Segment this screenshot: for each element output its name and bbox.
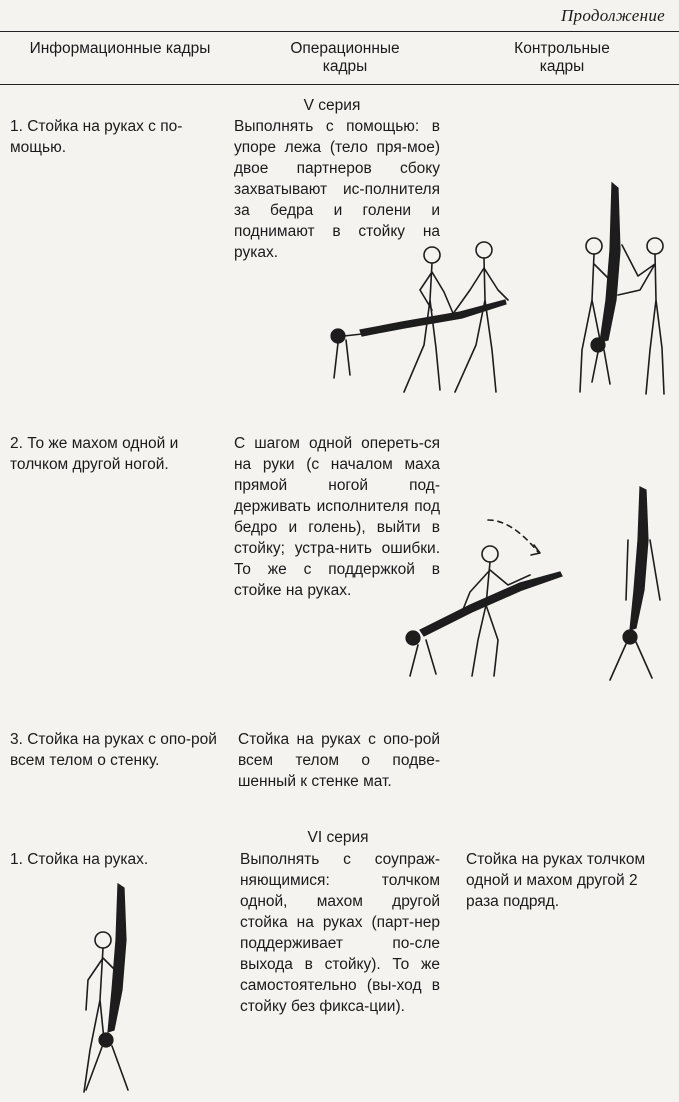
series-title-v: V серия bbox=[303, 97, 361, 114]
column-header-operational: Операционные кадры bbox=[290, 40, 400, 75]
control-text-vi1: Стойка на руках толчком одной и махом другой 2 раза подряд. bbox=[466, 851, 646, 910]
assisted-lift-illustration bbox=[331, 242, 508, 392]
operation-text-vi1: Выполнять с соупраж-няющимися: толчком одной, махом другой стойка на руках (парт-нер поддерживает по-сле выхода в стойку). То же самостоятельно (вы-ход в стойку без фикса-ции). bbox=[240, 851, 440, 1015]
info-text-v3: 3. Стойка на руках с опо-рой всем телом о стенку. bbox=[10, 731, 217, 769]
info-text-v2: 2. То же махом одной и толчком другой ногой. bbox=[10, 435, 179, 473]
continuation-label: Продолжение bbox=[560, 6, 665, 25]
operation-text-v1: Выполнять с помощью: в упоре лежа (тело пря-мое) двое партнеров сбоку захватывают ис-полнителя за бедра и голени и поднимают в стойку на руках. bbox=[234, 118, 440, 261]
column-header-info: Информационные кадры bbox=[29, 40, 211, 57]
handstand-illustration-v2 bbox=[610, 487, 660, 680]
assisted-handstand-illustration bbox=[580, 183, 664, 394]
operation-text-v2: С шагом одной опереть-ся на руки (с началом маха прямой ногой под-держивать исполнителя под бедро и голень), выйти в стойку; устра-нить ошибки. То же с поддержкой в стойке на руках. bbox=[234, 435, 440, 599]
operation-text-v3: Стойка на руках с опо-рой всем телом о подве-шенный к стенке мат. bbox=[238, 731, 440, 790]
column-header-control: Контрольные кадры bbox=[514, 40, 610, 75]
info-text-v1: 1. Стойка на руках с по-мощью. bbox=[10, 118, 183, 156]
handstand-with-partner-illustration bbox=[84, 884, 128, 1092]
kickup-support-illustration bbox=[406, 520, 562, 676]
info-text-vi1: 1. Стойка на руках. bbox=[10, 851, 149, 868]
series-title-vi: VI серия bbox=[307, 829, 369, 846]
